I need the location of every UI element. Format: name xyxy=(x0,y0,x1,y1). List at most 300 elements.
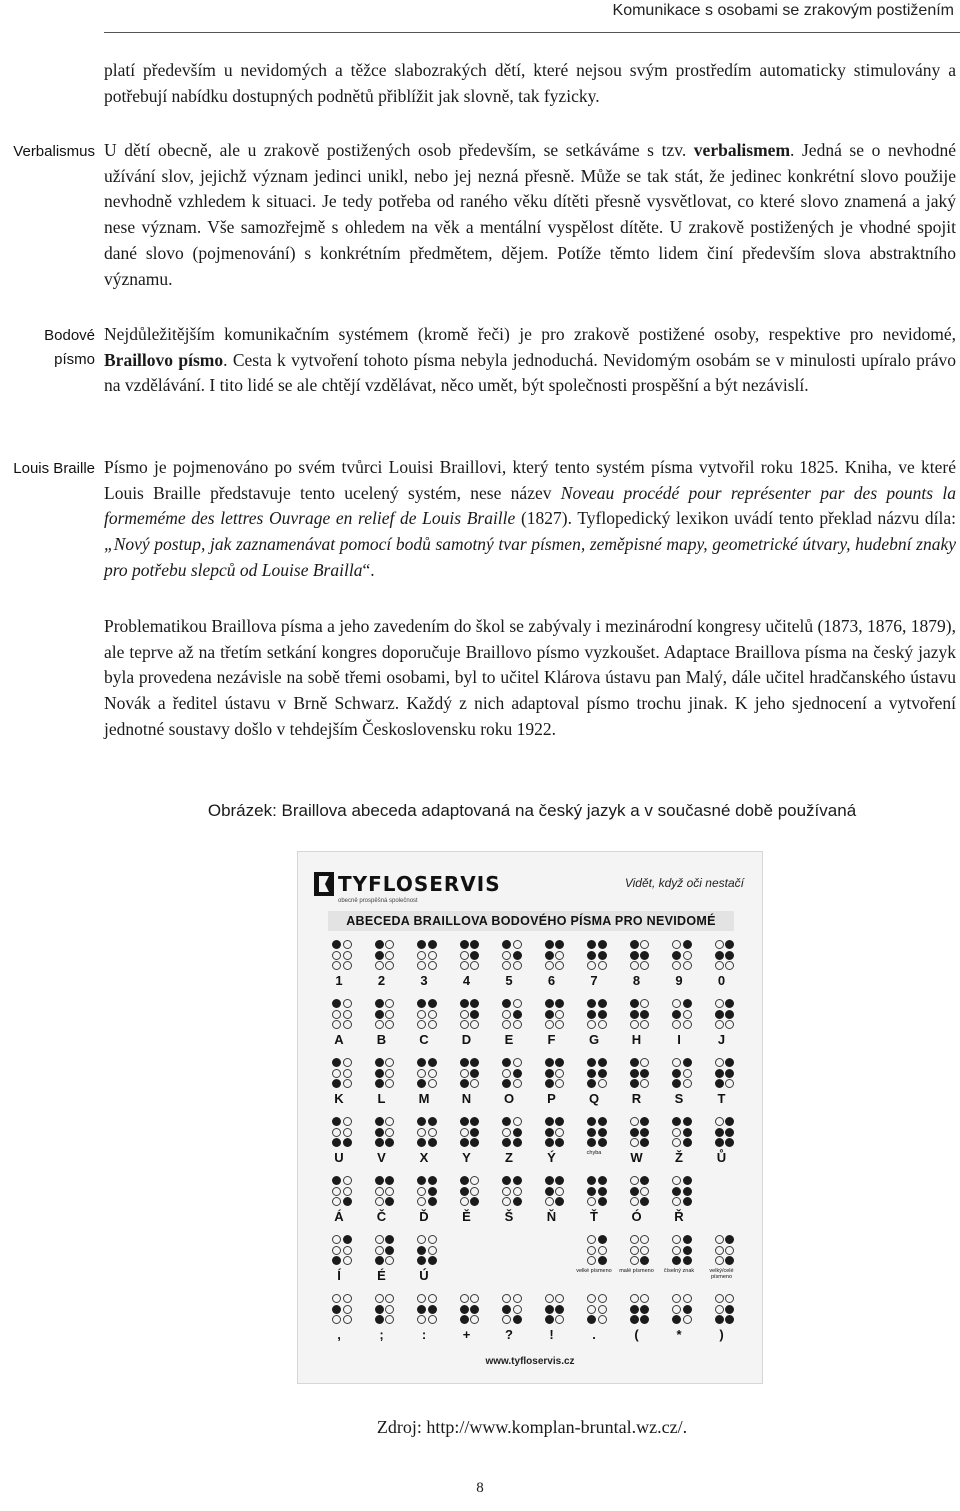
braille-dot xyxy=(332,1020,341,1029)
braille-dot xyxy=(417,1294,426,1303)
braille-dot xyxy=(598,1117,607,1126)
braille-dot xyxy=(502,1058,511,1067)
braille-cell-label: Ň xyxy=(546,1209,557,1224)
margin-note-bodove xyxy=(0,324,95,372)
image-source: Zdroj: http://www.komplan-bruntal.wz.cz/. xyxy=(376,1417,688,1437)
margin-note-bodove-line2: písmo xyxy=(54,351,95,368)
braille-dot xyxy=(630,1197,639,1206)
logo-text: TYFLOSERVIS xyxy=(338,872,501,896)
braille-cell-label: Ď xyxy=(419,1209,429,1224)
braille-dot xyxy=(385,1246,394,1255)
braille-dot xyxy=(428,1128,437,1137)
braille-cell-label: ( xyxy=(634,1327,639,1342)
braille-dot xyxy=(640,1079,649,1088)
braille-dot xyxy=(513,1138,522,1147)
braille-dot xyxy=(545,1305,554,1314)
braille-cell-label: 5 xyxy=(505,973,513,988)
paragraph-intro-text: platí především u nevidomých a těžce slabozrakých dětí, které nejsou svým prostředím automaticky stimulovány a potřebují nabídku dostupných podnětů přiblížit jak slovně, tak fyzicky. xyxy=(104,60,956,106)
braille-dot xyxy=(502,1079,511,1088)
braille-dot xyxy=(725,1305,734,1314)
braille-dot xyxy=(725,1138,734,1147)
braille-dot xyxy=(630,1069,639,1078)
braille-dot xyxy=(715,1069,724,1078)
braille-dot xyxy=(513,1187,522,1196)
braille-dot xyxy=(332,1117,341,1126)
braille-dot xyxy=(332,1187,341,1196)
braille-dot xyxy=(630,940,639,949)
text: Písmo je pojmenováno po svém tvůrci Louisi Braillovi, který tento systém písma vytvořil roku 1825. Kniha, ve které Louis Braille představuje tento ucelený systém, nese název xyxy=(104,457,956,503)
braille-dot xyxy=(683,1294,692,1303)
braille-dot xyxy=(375,999,384,1008)
figure-footer-url: www.tyfloservis.cz xyxy=(485,1356,575,1367)
braille-dot xyxy=(332,1058,341,1067)
braille-dot xyxy=(513,1010,522,1019)
braille-dot xyxy=(598,999,607,1008)
braille-dot xyxy=(460,1176,469,1185)
braille-dot xyxy=(502,1305,511,1314)
braille-dot xyxy=(375,1069,384,1078)
braille-cell-label: A xyxy=(334,1032,344,1047)
braille-dot xyxy=(417,1079,426,1088)
braille-cell-label: Ť xyxy=(590,1209,598,1224)
braille-dot xyxy=(545,1128,554,1137)
braille-dot xyxy=(385,940,394,949)
braille-dot xyxy=(385,1235,394,1244)
braille-dot xyxy=(332,1069,341,1078)
braille-dot xyxy=(513,961,522,970)
braille-dot xyxy=(343,1117,352,1126)
braille-dot xyxy=(428,1235,437,1244)
braille-cell-label: R xyxy=(631,1091,642,1106)
braille-dot xyxy=(587,940,596,949)
braille-dot xyxy=(502,1069,511,1078)
braille-dot xyxy=(630,1294,639,1303)
paragraph-intro xyxy=(104,58,956,109)
braille-dot xyxy=(428,1010,437,1019)
braille-dot xyxy=(343,1294,352,1303)
braille-dot xyxy=(428,1305,437,1314)
braille-dot xyxy=(332,1256,341,1265)
braille-dot xyxy=(587,961,596,970)
braille-dot xyxy=(683,1315,692,1324)
braille-dot xyxy=(715,1294,724,1303)
braille-cell-label: C xyxy=(419,1032,429,1047)
braille-cell-label: X xyxy=(419,1150,429,1165)
braille-dot xyxy=(332,1079,341,1088)
braille-dot xyxy=(587,1305,596,1314)
braille-dot xyxy=(715,940,724,949)
braille-dot xyxy=(417,1069,426,1078)
braille-dot xyxy=(545,999,554,1008)
logo-subtitle: obecně prospěšná společnost xyxy=(338,898,418,904)
braille-dot xyxy=(715,1010,724,1019)
braille-dot xyxy=(545,1138,554,1147)
margin-note-bodove-line1: Bodové xyxy=(44,327,95,344)
braille-alphabet-figure xyxy=(297,851,763,1384)
braille-dot xyxy=(513,1315,522,1324)
braille-dot xyxy=(502,1020,511,1029)
braille-dot xyxy=(672,940,681,949)
braille-dot xyxy=(460,1117,469,1126)
braille-cell-label: 3 xyxy=(420,973,428,988)
braille-dot xyxy=(640,1069,649,1078)
braille-cell-label: Ý xyxy=(547,1150,556,1165)
braille-dot xyxy=(385,961,394,970)
braille-dot xyxy=(460,1010,469,1019)
braille-cell-label: K xyxy=(334,1091,344,1106)
braille-dot xyxy=(715,1079,724,1088)
braille-dot xyxy=(555,1197,564,1206)
braille-cell-label: V xyxy=(377,1150,386,1165)
braille-dot xyxy=(343,1235,352,1244)
braille-dot xyxy=(375,1305,384,1314)
braille-dot xyxy=(460,1197,469,1206)
braille-dot xyxy=(555,1010,564,1019)
braille-dot xyxy=(385,1197,394,1206)
braille-dot xyxy=(598,1079,607,1088)
braille-dot xyxy=(332,1294,341,1303)
braille-dot xyxy=(683,1128,692,1137)
braille-cell-label: Š xyxy=(504,1209,514,1224)
braille-dot xyxy=(715,1235,724,1244)
braille-dot xyxy=(332,1235,341,1244)
braille-dot xyxy=(343,1187,352,1196)
braille-dot xyxy=(672,1187,681,1196)
braille-dot xyxy=(683,1069,692,1078)
braille-dot xyxy=(545,1010,554,1019)
braille-cell-label: 8 xyxy=(632,973,641,988)
braille-dot xyxy=(587,1058,596,1067)
braille-cell-label: Y xyxy=(462,1150,471,1165)
braille-dot xyxy=(598,961,607,970)
braille-dot xyxy=(640,961,649,970)
braille-dot xyxy=(332,940,341,949)
braille-dot xyxy=(502,1294,511,1303)
braille-dot xyxy=(460,1128,469,1137)
braille-dot xyxy=(332,1138,341,1147)
braille-dot xyxy=(428,1138,437,1147)
braille-dot xyxy=(417,961,426,970)
braille-dot xyxy=(385,1256,394,1265)
braille-dot xyxy=(715,1256,724,1265)
braille-dot xyxy=(598,1020,607,1029)
braille-dot xyxy=(598,1058,607,1067)
braille-dot xyxy=(683,1138,692,1147)
braille-cell-label: W xyxy=(630,1150,643,1165)
braille-dot xyxy=(640,1197,649,1206)
braille-dot xyxy=(683,1197,692,1206)
braille-dot xyxy=(555,1128,564,1137)
braille-dot xyxy=(375,1020,384,1029)
braille-dot xyxy=(343,1079,352,1088)
braille-cell-label: 6 xyxy=(547,973,556,988)
braille-dot xyxy=(343,1246,352,1255)
braille-dot xyxy=(715,1058,724,1067)
braille-dot xyxy=(683,1305,692,1314)
braille-dot xyxy=(545,1315,554,1324)
braille-dot xyxy=(375,1187,384,1196)
braille-cell-label: číselný znak xyxy=(663,1268,695,1274)
braille-dot xyxy=(555,1079,564,1088)
braille-dot xyxy=(375,1246,384,1255)
braille-dot xyxy=(513,1069,522,1078)
braille-dot xyxy=(428,1197,437,1206)
braille-dot xyxy=(470,1079,479,1088)
braille-dot xyxy=(460,1138,469,1147)
braille-dot xyxy=(343,1256,352,1265)
braille-dot xyxy=(598,951,607,960)
text: . Jedná se o nevhodné užívání slov, jejichž význam jedinci unikl, nebo jej nezná přesně. Může se tak stát, že jedinec konkrétní slovo použije nevhodně vzhledem k situaci. Je tedy potřeba od raného věku dítěti přesně vysvětlovat, co které slovo znamená a jaký nese význam. Vše samozřejmě s ohledem na věk a mentální vyspělost dítěte. U zrakově postižených je vhodné spojit dané slovo (pojmenování) s konkrétním předmětem, dějem. Potíže těmto lidem činí především slova abstraktního významu. xyxy=(104,140,956,289)
braille-dot xyxy=(513,1176,522,1185)
braille-dot xyxy=(672,1176,681,1185)
braille-dot xyxy=(555,1117,564,1126)
braille-dot xyxy=(630,1138,639,1147)
braille-dot xyxy=(375,1079,384,1088)
braille-dot xyxy=(587,1010,596,1019)
braille-dot xyxy=(332,1246,341,1255)
braille-dot xyxy=(375,1176,384,1185)
braille-dot xyxy=(683,1058,692,1067)
braille-cell-label: I xyxy=(677,1032,681,1047)
braille-dot xyxy=(725,1117,734,1126)
braille-dot xyxy=(715,1117,724,1126)
braille-dot xyxy=(502,1010,511,1019)
braille-dot xyxy=(502,1315,511,1324)
text: (1827). Tyflopedický lexikon uvádí tento překlad názvu díla: xyxy=(515,508,956,529)
braille-dot xyxy=(587,1020,596,1029)
braille-dot xyxy=(460,1315,469,1324)
braille-dot xyxy=(545,961,554,970)
braille-dot xyxy=(672,1058,681,1067)
braille-cell-label: Í xyxy=(337,1268,341,1283)
braille-dot xyxy=(502,999,511,1008)
braille-dot xyxy=(470,1315,479,1324)
braille-dot xyxy=(460,961,469,970)
braille-dot xyxy=(332,1315,341,1324)
braille-dot xyxy=(598,1197,607,1206)
braille-dot xyxy=(715,999,724,1008)
braille-dot xyxy=(428,1020,437,1029)
braille-dot xyxy=(725,1315,734,1324)
header-rule xyxy=(104,32,960,33)
braille-dot xyxy=(332,1305,341,1314)
braille-dot xyxy=(725,1079,734,1088)
braille-dot xyxy=(428,1294,437,1303)
braille-dot xyxy=(385,1010,394,1019)
braille-dot xyxy=(555,1020,564,1029)
braille-dot xyxy=(683,940,692,949)
braille-dot xyxy=(555,940,564,949)
braille-dot xyxy=(460,1069,469,1078)
braille-cell-label: 1 xyxy=(335,973,343,988)
running-title: Komunikace s osobami se zrakovým postižením xyxy=(612,2,954,19)
braille-cell-label: Ě xyxy=(462,1209,471,1224)
braille-dot xyxy=(555,1138,564,1147)
braille-dot xyxy=(640,1294,649,1303)
braille-dot xyxy=(470,1010,479,1019)
braille-dot xyxy=(460,999,469,1008)
braille-cell-label: H xyxy=(631,1032,642,1047)
braille-dot xyxy=(375,940,384,949)
braille-dot xyxy=(640,1315,649,1324)
braille-dot xyxy=(343,999,352,1008)
braille-dot xyxy=(683,1235,692,1244)
braille-dot xyxy=(672,1246,681,1255)
braille-dot xyxy=(428,999,437,1008)
braille-dot xyxy=(672,1010,681,1019)
braille-dot xyxy=(513,1305,522,1314)
braille-dot xyxy=(385,1128,394,1137)
braille-dot xyxy=(460,1020,469,1029)
braille-dot xyxy=(513,1294,522,1303)
braille-dot xyxy=(672,1197,681,1206)
braille-dot xyxy=(417,1246,426,1255)
braille-dot xyxy=(587,1187,596,1196)
braille-dot xyxy=(460,940,469,949)
braille-dot xyxy=(343,951,352,960)
braille-dot xyxy=(725,1058,734,1067)
braille-dot xyxy=(428,940,437,949)
braille-dot xyxy=(343,1305,352,1314)
braille-dot xyxy=(513,940,522,949)
braille-dot xyxy=(513,1020,522,1029)
braille-dot xyxy=(545,940,554,949)
braille-dot xyxy=(725,961,734,970)
braille-dot xyxy=(725,1294,734,1303)
braille-dot xyxy=(598,1256,607,1265)
paragraph-history-text: Problematikou Braillova písma a jeho zavedením do škol se zabývaly i mezinárodní kongresy učitelů (1873, 1876, 1879), ale teprve až na třetím setkání kongres doporučuje Braillovo písmo vyzkoušet. Adaptace Braillova písma na český jazyk byla provedena nezávisle na sobě třemi osobami, byl to učitel Klárova ústavu pan Malý, dále učitel hradčanského ústavu Novák a ředitel ústavu v Brně Schwarz. Každý z nich adaptoval písmo trochu jinak. K jeho sjednocení a vytvoření jednotné soustavy došlo v tehdejším Československu roku 1922. xyxy=(104,616,956,739)
braille-dot xyxy=(385,1315,394,1324)
braille-dot xyxy=(630,1128,639,1137)
braille-dot xyxy=(598,1176,607,1185)
braille-dot xyxy=(715,1246,724,1255)
braille-dot xyxy=(715,961,724,970)
braille-dot xyxy=(555,1069,564,1078)
braille-cell-label: chyba xyxy=(586,1150,602,1156)
braille-dot xyxy=(587,1235,596,1244)
braille-dot xyxy=(587,1138,596,1147)
braille-dot xyxy=(417,1138,426,1147)
braille-dot xyxy=(725,1010,734,1019)
braille-dot xyxy=(725,940,734,949)
braille-dot xyxy=(640,1128,649,1137)
braille-dot xyxy=(460,1058,469,1067)
braille-dot xyxy=(672,999,681,1008)
braille-cell-label: Č xyxy=(376,1209,387,1224)
braille-cell-label: É xyxy=(377,1268,386,1283)
braille-dot xyxy=(428,1256,437,1265)
braille-dot xyxy=(545,1197,554,1206)
braille-dot xyxy=(417,1305,426,1314)
braille-dot xyxy=(375,1117,384,1126)
braille-cell-label: G xyxy=(588,1032,600,1047)
braille-dot xyxy=(470,1069,479,1078)
paragraph-louis-braille xyxy=(104,455,956,584)
text: . Cesta k vytvoření tohoto písma nebyla jednoduchá. Nevidomým osobám se v minulosti upíralo právo na vzdělávání. I tito lidé se ale chtějí vzdělávat, něco umět, být společnosti prospěšní a být nezávislí. xyxy=(104,349,956,396)
braille-dot xyxy=(375,1197,384,1206)
braille-dot xyxy=(513,1079,522,1088)
braille-dot xyxy=(513,1197,522,1206)
braille-dot xyxy=(460,1079,469,1088)
braille-dot xyxy=(470,1294,479,1303)
braille-dot xyxy=(630,1315,639,1324)
braille-dot xyxy=(385,1176,394,1185)
braille-dot xyxy=(683,999,692,1008)
braille-dot xyxy=(470,1128,479,1137)
braille-dot xyxy=(640,951,649,960)
braille-dot xyxy=(502,961,511,970)
braille-dot xyxy=(672,1138,681,1147)
braille-cell-label: malé písmeno xyxy=(619,1268,654,1274)
braille-dot xyxy=(385,1294,394,1303)
braille-dot xyxy=(672,951,681,960)
braille-dot xyxy=(598,1138,607,1147)
braille-dot xyxy=(640,1305,649,1314)
braille-dot xyxy=(555,961,564,970)
braille-cell-label: ? xyxy=(505,1327,513,1342)
braille-dot xyxy=(630,1246,639,1255)
braille-dot xyxy=(375,1294,384,1303)
braille-dot xyxy=(630,1187,639,1196)
braille-dot xyxy=(332,999,341,1008)
braille-grid xyxy=(298,852,764,1385)
braille-cell-label: U xyxy=(334,1150,344,1165)
braille-cell-label: ) xyxy=(719,1327,724,1342)
braille-dot xyxy=(470,1187,479,1196)
braille-dot xyxy=(385,1138,394,1147)
braille-dot xyxy=(640,1058,649,1067)
braille-dot xyxy=(598,1069,607,1078)
braille-dot xyxy=(555,951,564,960)
braille-dot xyxy=(417,999,426,1008)
braille-dot xyxy=(385,1187,394,1196)
braille-dot xyxy=(725,1235,734,1244)
page-number: 8 xyxy=(476,1480,484,1496)
braille-dot xyxy=(460,1187,469,1196)
braille-dot xyxy=(332,1197,341,1206)
text: Nejdůležitějším komunikačním systémem (kromě řeči) je pro zrakově postižené osoby, respektive pro nevidomé, xyxy=(104,324,956,344)
braille-dot xyxy=(598,1246,607,1255)
braille-dot xyxy=(672,1256,681,1265)
braille-dot xyxy=(375,1138,384,1147)
braille-dot xyxy=(545,951,554,960)
braille-dot xyxy=(417,1197,426,1206)
braille-dot xyxy=(640,1010,649,1019)
braille-dot xyxy=(417,1176,426,1185)
braille-dot xyxy=(683,1117,692,1126)
braille-dot xyxy=(513,1128,522,1137)
braille-dot xyxy=(343,1010,352,1019)
braille-dot xyxy=(417,951,426,960)
braille-dot xyxy=(715,1305,724,1314)
braille-cell-label: P xyxy=(547,1091,556,1106)
braille-cell-label: T xyxy=(717,1091,726,1106)
braille-dot xyxy=(375,1256,384,1265)
braille-dot xyxy=(428,961,437,970)
braille-dot xyxy=(332,1010,341,1019)
braille-dot xyxy=(545,1294,554,1303)
braille-dot xyxy=(470,961,479,970)
braille-dot xyxy=(683,1187,692,1196)
braille-dot xyxy=(587,1176,596,1185)
braille-dot xyxy=(513,999,522,1008)
braille-dot xyxy=(545,1176,554,1185)
braille-cell-label: S xyxy=(674,1091,684,1106)
braille-dot xyxy=(470,1020,479,1029)
braille-dot xyxy=(555,1058,564,1067)
braille-cell-label: 2 xyxy=(377,973,386,988)
braille-dot xyxy=(502,1138,511,1147)
